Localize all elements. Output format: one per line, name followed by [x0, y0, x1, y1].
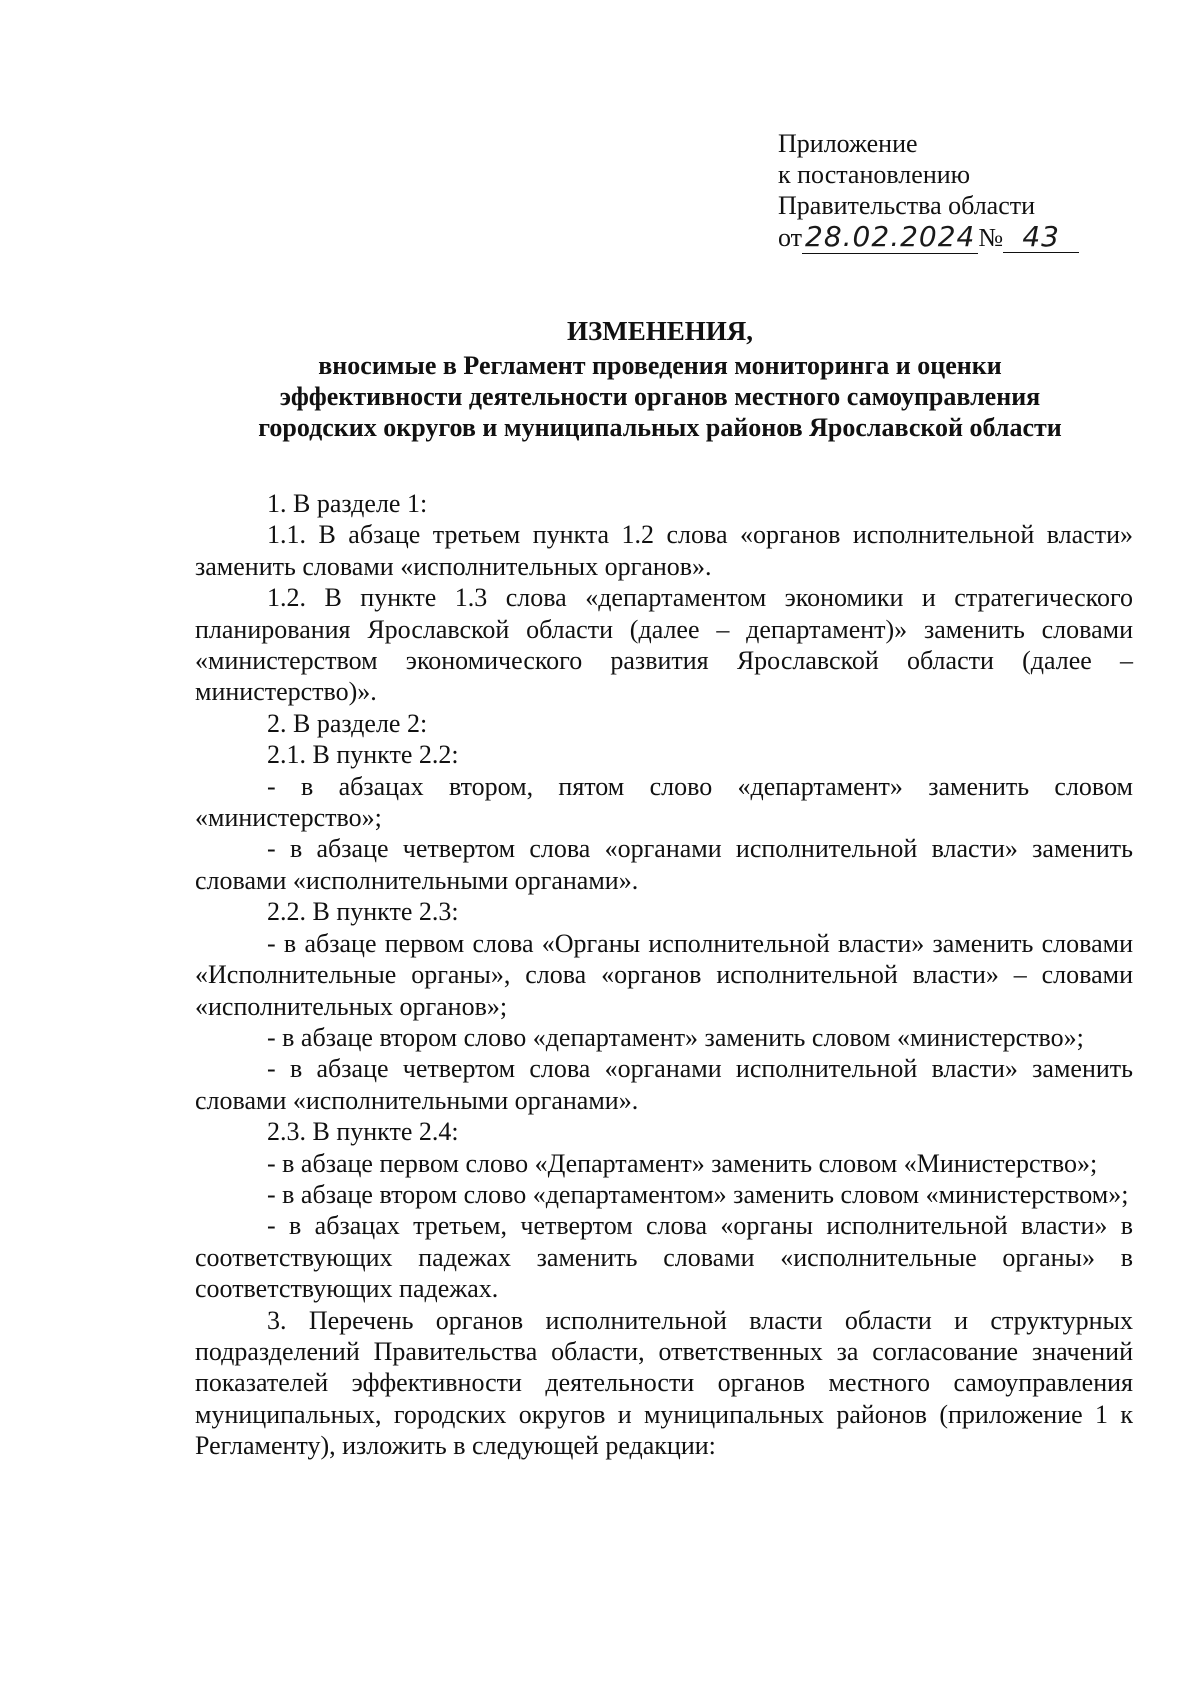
paragraph: - в абзаце первом слова «Органы исполнительной власти» заменить словами «Исполнительные органы», слова «органов исполнительной власти» – словами «исполнительных органов»; — [195, 928, 1133, 1021]
paragraph: - в абзаце четвертом слова «органами исполнительной власти» заменить словами «исполнительными органами». — [195, 834, 1133, 895]
title-main: ИЗМЕНЕНИЯ, — [566, 316, 753, 346]
paragraph: 1.1. В абзаце третьем пункта 1.2 слова «органов исполнительной власти» заменить словами «исполнительных органов». — [195, 520, 1133, 581]
appendix-line-2: к постановлению — [778, 160, 971, 189]
paragraph: - в абзаце втором слово «департамент» заменить словом «министерство»; — [267, 1022, 1084, 1052]
document-title — [180, 316, 1140, 443]
paragraph: 1. В разделе 1: — [267, 489, 428, 518]
appendix-line-3: Правительства области — [778, 191, 1036, 220]
paragraph: - в абзаце втором слово «департаментом» заменить словом «министерством»; — [267, 1179, 1129, 1209]
date-prefix: от — [778, 223, 803, 252]
appendix-line-1: Приложение — [778, 129, 918, 158]
title-subline-3: городских округов и муниципальных районов Ярославской области — [258, 413, 1062, 442]
number-sign: № — [978, 223, 1004, 252]
title-subline-2: эффективности деятельности органов местного самоуправления — [279, 382, 1041, 411]
handwritten-number: 43 — [1003, 221, 1079, 253]
paragraph: 2.2. В пункте 2.3: — [267, 897, 459, 927]
paragraph: - в абзацах третьем, четвертом слова «органы исполнительной власти» в соответствующих падежах заменить словами «исполнительные органы» в соответствующих падежах. — [195, 1211, 1133, 1304]
paragraph: 1.2. В пункте 1.3 слова «департаментом экономики и стратегического планирования Ярославской области (далее – департамент)» заменить словами «министерством экономического развития Ярославской области (далее – министерство)». — [195, 583, 1133, 707]
paragraph: 2.1. В пункте 2.2: — [267, 740, 459, 770]
handwritten-date: 28.02.2024 — [802, 220, 978, 254]
paragraph: - в абзаце четвертом слова «органами исполнительной власти» заменить словами «исполнительными органами». — [195, 1054, 1133, 1115]
appendix-block — [778, 128, 1079, 253]
paragraph: 3. Перечень органов исполнительной власти области и структурных подразделений Правительства области, ответственных за согласование значений показателей эффективности деятельности органов местного самоуправления муниципальных, городских округов и муниципальных районов (приложение 1 к Регламенту), изложить в следующей редакции: — [195, 1305, 1133, 1461]
document-body — [195, 488, 1133, 1462]
paragraph: - в абзацах втором, пятом слово «департамент» заменить словом «министерство»; — [195, 771, 1133, 833]
paragraph: 2. В разделе 2: — [267, 708, 428, 738]
appendix-date-line — [778, 221, 1079, 253]
title-subline-1: вносимые в Регламент проведения мониторинга и оценки — [318, 351, 1002, 380]
paragraph: - в абзаце первом слово «Департамент» заменить словом «Министерство»; — [267, 1148, 1098, 1178]
paragraph: 2.3. В пункте 2.4: — [267, 1117, 459, 1147]
